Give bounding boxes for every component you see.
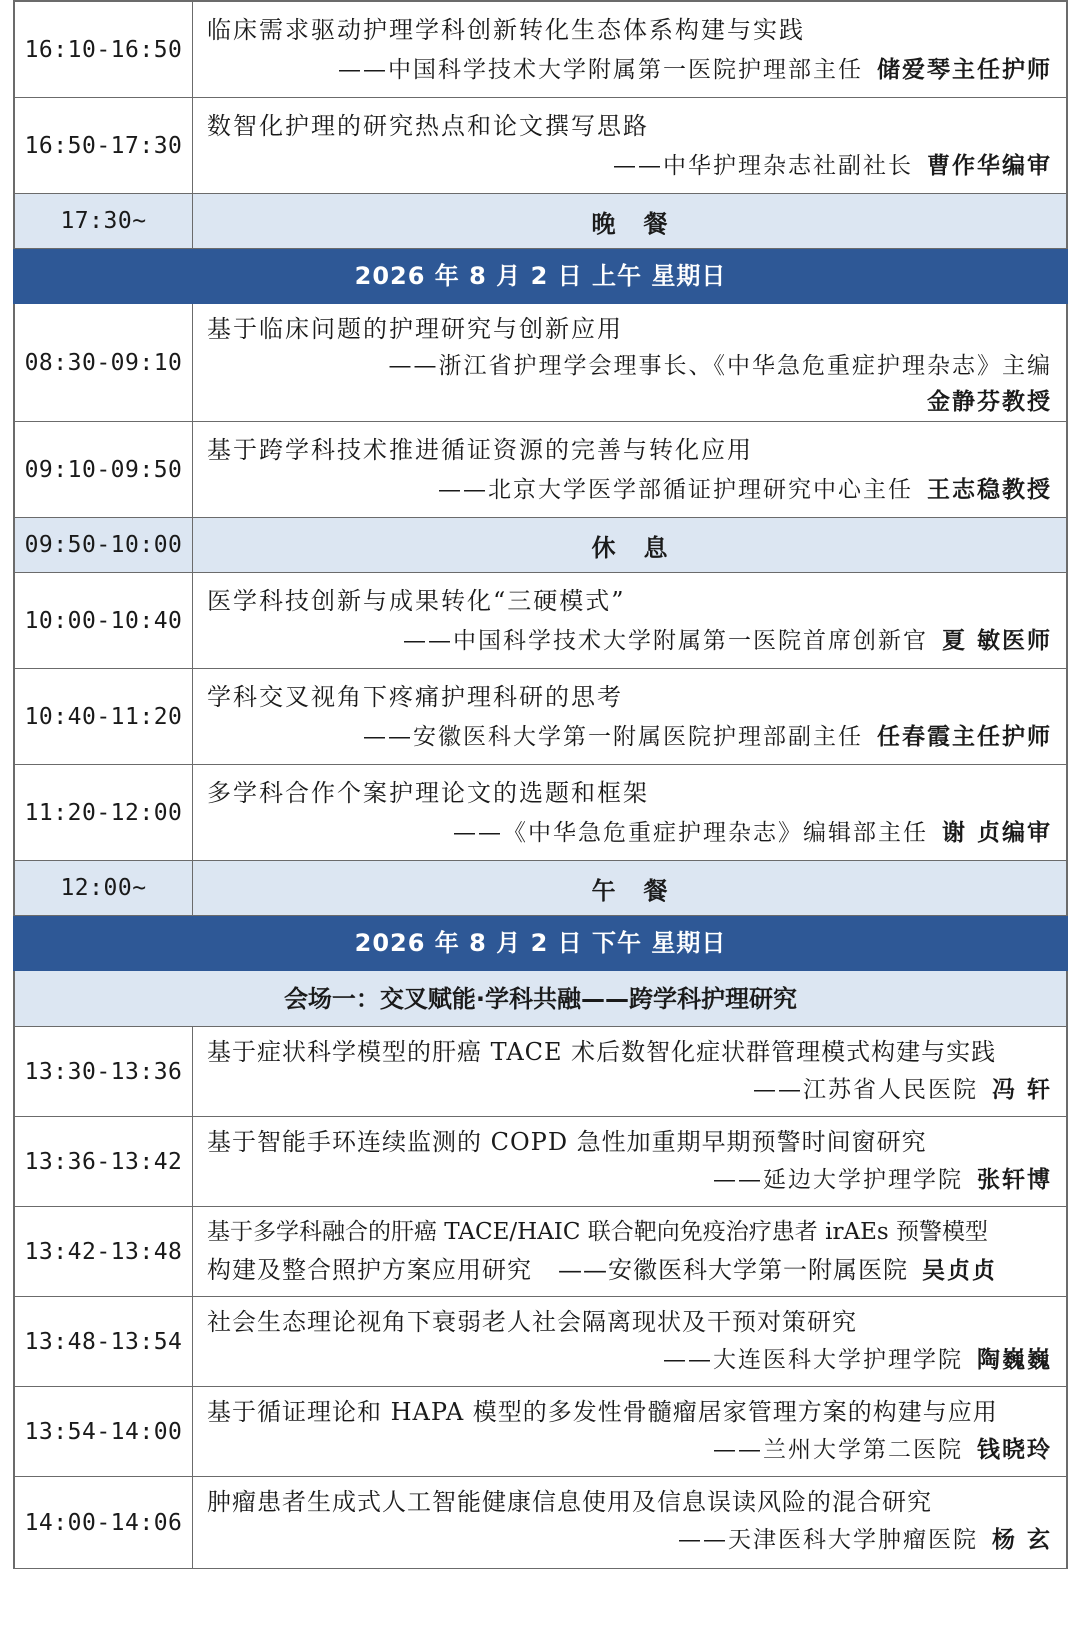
break-cell — [193, 518, 1066, 572]
speaker-line — [207, 717, 1052, 757]
session-cell — [193, 1117, 1066, 1206]
time-cell: 13:54-14:00 — [15, 1387, 193, 1476]
talk-title: 基于临床问题的护理研究与创新应用 — [207, 315, 623, 343]
speaker-name: 陶巍巍 — [977, 1347, 1052, 1373]
break-row — [13, 194, 1068, 249]
speaker-name: 吴贞贞 — [922, 1258, 997, 1284]
time-cell: 11:20-12:00 — [15, 765, 193, 860]
agenda-row — [13, 1027, 1068, 1117]
day-label: 2026 年 8 月 2 日 上午 星期日 — [354, 262, 727, 290]
speaker-line — [207, 1161, 1052, 1199]
speaker-name: 王志稳教授 — [927, 477, 1052, 503]
talk-title: 数智化护理的研究热点和论文撰写思路 — [207, 112, 649, 140]
session-cell — [193, 1387, 1066, 1476]
time-cell: 13:36-13:42 — [15, 1117, 193, 1206]
talk-title: 基于智能手环连续监测的 COPD 急性加重期早期预警时间窗研究 — [207, 1128, 927, 1156]
speaker-affiliation: ——中国科学技术大学附属第一医院首席创新官 — [402, 628, 928, 654]
break-label: 休息 — [591, 533, 696, 562]
speaker-affiliation: ——北京大学医学部循证护理研究中心主任 — [438, 477, 913, 503]
agenda-row — [13, 669, 1068, 765]
speaker-line — [207, 1521, 1052, 1559]
day-header — [13, 916, 1068, 971]
speaker-line — [207, 470, 1052, 510]
talk-title: 基于多学科融合的肝癌 TACE/HAIC 联合靶向免疫治疗患者 irAEs 预警模型 — [207, 1219, 988, 1245]
agenda-row — [13, 1207, 1068, 1297]
talk-title: 学科交叉视角下疼痛护理科研的思考 — [207, 683, 623, 711]
day-label: 2026 年 8 月 2 日 下午 星期日 — [354, 929, 727, 957]
speaker-affiliation: ——兰州大学第二医院 — [713, 1437, 963, 1463]
agenda-row — [13, 2, 1068, 98]
agenda-row — [13, 1387, 1068, 1477]
speaker-line — [207, 384, 1052, 420]
session-cell — [193, 765, 1066, 860]
talk-title: 社会生态理论视角下衰弱老人社会隔离现状及干预对策研究 — [207, 1308, 857, 1336]
session-cell — [193, 1207, 1066, 1296]
speaker-name: 任春霞主任护师 — [877, 724, 1052, 750]
time-cell: 12:00~ — [15, 861, 193, 915]
speaker-name: 曹作华编审 — [927, 153, 1052, 179]
time-cell: 10:00-10:40 — [15, 573, 193, 668]
time-cell: 08:30-09:10 — [15, 304, 193, 421]
time-cell: 17:30~ — [15, 194, 193, 248]
break-cell — [193, 861, 1066, 915]
session-cell — [193, 573, 1066, 668]
talk-title: 肿瘤患者生成式人工智能健康信息使用及信息误读风险的混合研究 — [207, 1488, 932, 1516]
agenda-table — [13, 0, 1068, 1569]
session-cell — [193, 1477, 1066, 1568]
speaker-affiliation: ——《中华急危重症护理杂志》编辑部主任 — [452, 820, 928, 846]
time-cell: 09:10-09:50 — [15, 422, 193, 517]
speaker-affiliation: ——江苏省人民医院 — [752, 1077, 978, 1103]
agenda-row — [13, 98, 1068, 194]
speaker-name: 储爱琴主任护师 — [877, 57, 1052, 83]
speaker-affiliation: ——大连医科大学护理学院 — [663, 1347, 963, 1373]
talk-title: 多学科合作个案护理论文的选题和框架 — [207, 779, 649, 807]
agenda-row — [13, 304, 1068, 422]
speaker-affiliation: ——中华护理杂志社副社长 — [613, 153, 913, 179]
speaker-name: 钱晓玲 — [977, 1437, 1052, 1463]
speaker-line — [207, 813, 1052, 853]
speaker-line — [207, 50, 1052, 90]
speaker-affiliation: ——延边大学护理学院 — [713, 1167, 963, 1193]
time-cell: 09:50-10:00 — [15, 518, 193, 572]
talk-title: 基于症状科学模型的肝癌 TACE 术后数智化症状群管理模式构建与实践 — [207, 1038, 997, 1066]
time-cell: 13:48-13:54 — [15, 1297, 193, 1386]
speaker-line — [207, 1431, 1052, 1469]
speaker-affiliation: ——安徽医科大学第一附属医院 — [558, 1256, 908, 1284]
session-cell — [193, 98, 1066, 193]
agenda-row — [13, 765, 1068, 861]
day-header — [13, 249, 1068, 304]
speaker-line — [207, 1341, 1052, 1379]
time-cell: 14:00-14:06 — [15, 1477, 193, 1568]
agenda-row — [13, 1117, 1068, 1207]
agenda-row — [13, 422, 1068, 518]
session-cell — [193, 422, 1066, 517]
talk-title: 基于跨学科技术推进循证资源的完善与转化应用 — [207, 436, 753, 464]
break-row — [13, 518, 1068, 573]
venue-header — [13, 971, 1068, 1027]
speaker-affiliation: ——中国科学技术大学附属第一医院护理部主任 — [338, 57, 863, 83]
speaker-name: 张轩博 — [977, 1167, 1052, 1193]
agenda-row — [13, 1477, 1068, 1569]
session-cell — [193, 2, 1066, 97]
break-cell — [193, 194, 1066, 248]
speaker-name: 夏 敏医师 — [941, 628, 1052, 654]
time-cell: 13:42-13:48 — [15, 1207, 193, 1296]
talk-title: 基于循证理论和 HAPA 模型的多发性骨髓瘤居家管理方案的构建与应用 — [207, 1398, 998, 1426]
session-cell — [193, 1297, 1066, 1386]
session-cell — [193, 304, 1066, 421]
talk-title: 医学科技创新与成果转化“三硬模式” — [207, 587, 626, 615]
session-cell — [193, 669, 1066, 764]
time-cell: 16:10-16:50 — [15, 2, 193, 97]
agenda-row — [13, 1297, 1068, 1387]
break-label: 晚餐 — [591, 209, 696, 238]
speaker-line — [207, 1251, 1052, 1290]
speaker-name: 杨 玄 — [991, 1527, 1052, 1553]
break-label: 午餐 — [591, 876, 696, 905]
speaker-line — [207, 1071, 1052, 1109]
speaker-name: 谢 贞编审 — [941, 820, 1052, 846]
speaker-affiliation: ——天津医科大学肿瘤医院 — [677, 1527, 978, 1553]
session-cell — [193, 1027, 1066, 1116]
talk-title: 临床需求驱动护理学科创新转化生态体系构建与实践 — [207, 16, 805, 44]
speaker-line — [207, 621, 1052, 661]
talk-title-continued: 构建及整合照护方案应用研究 — [207, 1256, 532, 1284]
time-cell: 13:30-13:36 — [15, 1027, 193, 1116]
speaker-name: 冯 轩 — [991, 1077, 1052, 1103]
break-row — [13, 861, 1068, 916]
speaker-name: 金静芬教授 — [927, 389, 1052, 415]
speaker-line — [207, 146, 1052, 186]
speaker-affiliation: ——安徽医科大学第一附属医院护理部副主任 — [363, 724, 863, 750]
speaker-affiliation: ——浙江省护理学会理事长、《中华急危重症护理杂志》主编 — [388, 353, 1052, 379]
time-cell: 16:50-17:30 — [15, 98, 193, 193]
agenda-row — [13, 573, 1068, 669]
time-cell: 10:40-11:20 — [15, 669, 193, 764]
venue-label: 会场一：交叉赋能·学科共融——跨学科护理研究 — [283, 985, 798, 1013]
